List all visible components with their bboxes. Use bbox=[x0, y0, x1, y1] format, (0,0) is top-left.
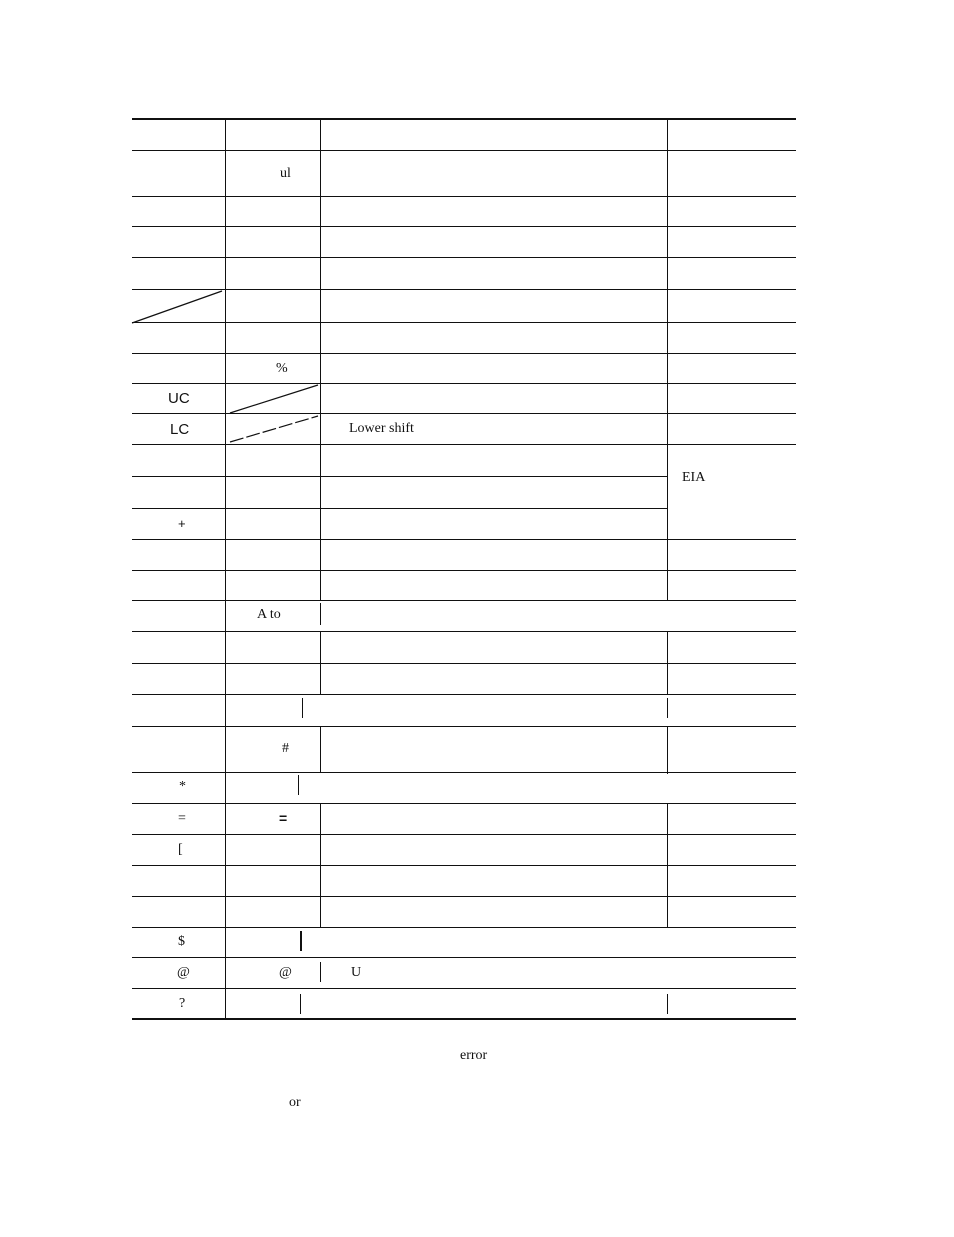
description-cell: Lower shift bbox=[349, 421, 414, 436]
diagonal-line bbox=[230, 416, 318, 442]
remark-cell: EIA bbox=[682, 470, 706, 485]
diagonal-line bbox=[230, 385, 318, 413]
code-cell: * bbox=[179, 779, 186, 794]
code-cell: $ bbox=[178, 934, 185, 949]
code-cell: UC bbox=[168, 390, 190, 407]
symbol-cell: # bbox=[282, 741, 289, 756]
note-or: or bbox=[289, 1095, 301, 1110]
symbol-cell: = bbox=[279, 810, 288, 826]
code-cell: [ bbox=[178, 842, 183, 857]
description-cell: U bbox=[351, 965, 362, 980]
symbol-cell: A to bbox=[257, 607, 281, 622]
diagonal-line bbox=[132, 291, 222, 323]
symbol-cell: ul bbox=[280, 166, 291, 181]
symbol-cell: @ bbox=[279, 965, 292, 980]
note-error: error bbox=[460, 1048, 488, 1063]
code-cell: @ bbox=[177, 965, 190, 980]
code-cell: + bbox=[178, 516, 186, 531]
code-cell: LC bbox=[170, 421, 190, 438]
code-cell: = bbox=[178, 811, 186, 826]
symbol-cell: % bbox=[276, 361, 288, 376]
code-cell: ? bbox=[179, 996, 186, 1011]
